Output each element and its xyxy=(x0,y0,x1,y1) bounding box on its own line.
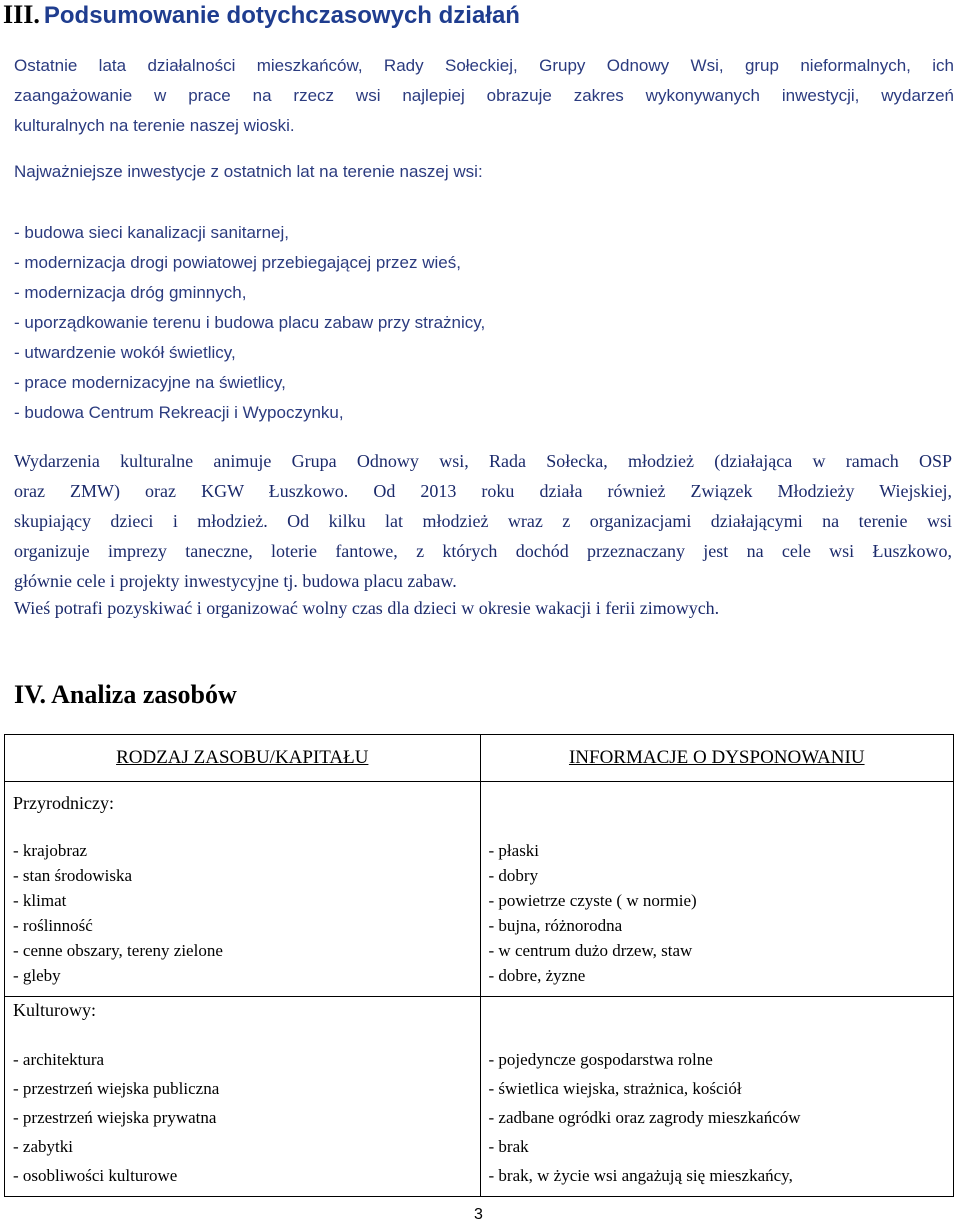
section-3-heading xyxy=(3,0,520,30)
list-item: - powietrze czyste ( w normie) xyxy=(488,891,697,910)
culture-line-4: organizuje imprezy taneczne, loterie fantowe, z których dochód przeznaczany jest na cele wsi Łuszkowo, xyxy=(14,541,952,561)
table-row xyxy=(5,782,954,997)
list-item: - zadbane ogródki oraz zagrody mieszkańców xyxy=(488,1108,801,1127)
culture-line-2: oraz ZMW) oraz KGW Łuszkowo. Od 2013 roku działa również Związek Młodzieży Wiejskiej, xyxy=(14,481,952,501)
list-item: - uporządkowanie terenu i budowa placu zabaw przy strażnicy, xyxy=(14,313,486,332)
intro-line-2: zaangażowanie w prace na rzecz wsi najlepiej obrazuje zakres wykonywanych inwestycji, wydarzeń xyxy=(14,86,954,105)
list-item: - prace modernizacyjne na świetlicy, xyxy=(14,373,286,392)
page-number: 3 xyxy=(474,1206,483,1223)
list-item: - gleby xyxy=(13,966,61,985)
section-3-number: III. xyxy=(3,0,40,29)
list-item: - płaski xyxy=(488,841,540,860)
list-item: - klimat xyxy=(13,891,67,910)
table-header-row xyxy=(5,735,954,782)
list-item: - pojedyncze gospodarstwa rolne xyxy=(488,1050,713,1069)
category-label: Przyrodniczy: xyxy=(13,793,114,813)
culture-line-3: skupiający dzieci i młodzież. Od kilku lat młodzież wraz z organizacjami działającymi na terenie wsi xyxy=(14,511,952,531)
list-item: - dobre, żyzne xyxy=(488,966,586,985)
list-item: - stan środowiska xyxy=(13,866,132,885)
list-item: - brak xyxy=(488,1137,529,1156)
list-item: - architektura xyxy=(13,1050,105,1069)
list-item: - cenne obszary, tereny zielone xyxy=(13,941,223,960)
list-item: - bujna, różnorodna xyxy=(488,916,623,935)
intro-line-1: Ostatnie lata działalności mieszkańców, Rady Sołeckiej, Grupy Odnowy Wsi, grup nieformalnych, ich xyxy=(14,56,954,75)
list-item: - krajobraz xyxy=(13,841,88,860)
resource-cell-natural xyxy=(5,782,481,997)
list-item: - roślinność xyxy=(13,916,93,935)
list-item: - modernizacja dróg gminnych, xyxy=(14,283,247,302)
list-item: - budowa sieci kanalizacji sanitarnej, xyxy=(14,223,289,242)
investments-list xyxy=(14,218,485,428)
resources-table xyxy=(4,734,954,1197)
intro-line-3: kulturalnych na terenie naszej wioski. xyxy=(14,116,295,135)
list-item: - przestrzeń wiejska prywatna xyxy=(13,1108,217,1127)
list-item: - brak, w życie wsi angażują się mieszkańcy, xyxy=(488,1166,793,1185)
category-label: Kulturowy: xyxy=(13,1000,96,1020)
list-item: - świetlica wiejska, strażnica, kościół xyxy=(488,1079,742,1098)
list-item: - budowa Centrum Rekreacji i Wypoczynku, xyxy=(14,403,344,422)
list-item: - modernizacja drogi powiatowej przebiegającej przez wieś, xyxy=(14,253,461,272)
info-cell-cultural xyxy=(480,997,953,1197)
section-4-title: IV. Analiza zasobów xyxy=(14,680,237,709)
list-item: - dobry xyxy=(488,866,539,885)
culture-line-1: Wydarzenia kulturalne animuje Grupa Odnowy wsi, Rada Sołecka, młodzież (działająca w ramach OSP xyxy=(14,451,952,471)
list-item: - w centrum dużo drzew, staw xyxy=(488,941,693,960)
investments-heading: Najważniejsze inwestycje z ostatnich lat na terenie naszej wsi: xyxy=(14,162,483,181)
list-item: - zabytki xyxy=(13,1137,73,1156)
section-3-title: Podsumowanie dotychczasowych działań xyxy=(43,2,520,29)
culture-line-5: głównie cele i projekty inwestycyjne tj. budowa placu zabaw. xyxy=(14,571,457,591)
list-item: - osobliwości kulturowe xyxy=(13,1166,178,1185)
column-header-resource: RODZAJ ZASOBU/KAPITAŁU xyxy=(5,735,481,782)
resource-cell-cultural xyxy=(5,997,481,1197)
list-item: - przestrzeń wiejska publiczna xyxy=(13,1079,220,1098)
list-item: - utwardzenie wokół świetlicy, xyxy=(14,343,236,362)
info-cell-natural xyxy=(480,782,953,997)
culture-line-6: Wieś potrafi pozyskiwać i organizować wolny czas dla dzieci w okresie wakacji i ferii zimowych. xyxy=(14,598,720,618)
table-row xyxy=(5,997,954,1197)
column-header-info: INFORMACJE O DYSPONOWANIU xyxy=(480,735,953,782)
